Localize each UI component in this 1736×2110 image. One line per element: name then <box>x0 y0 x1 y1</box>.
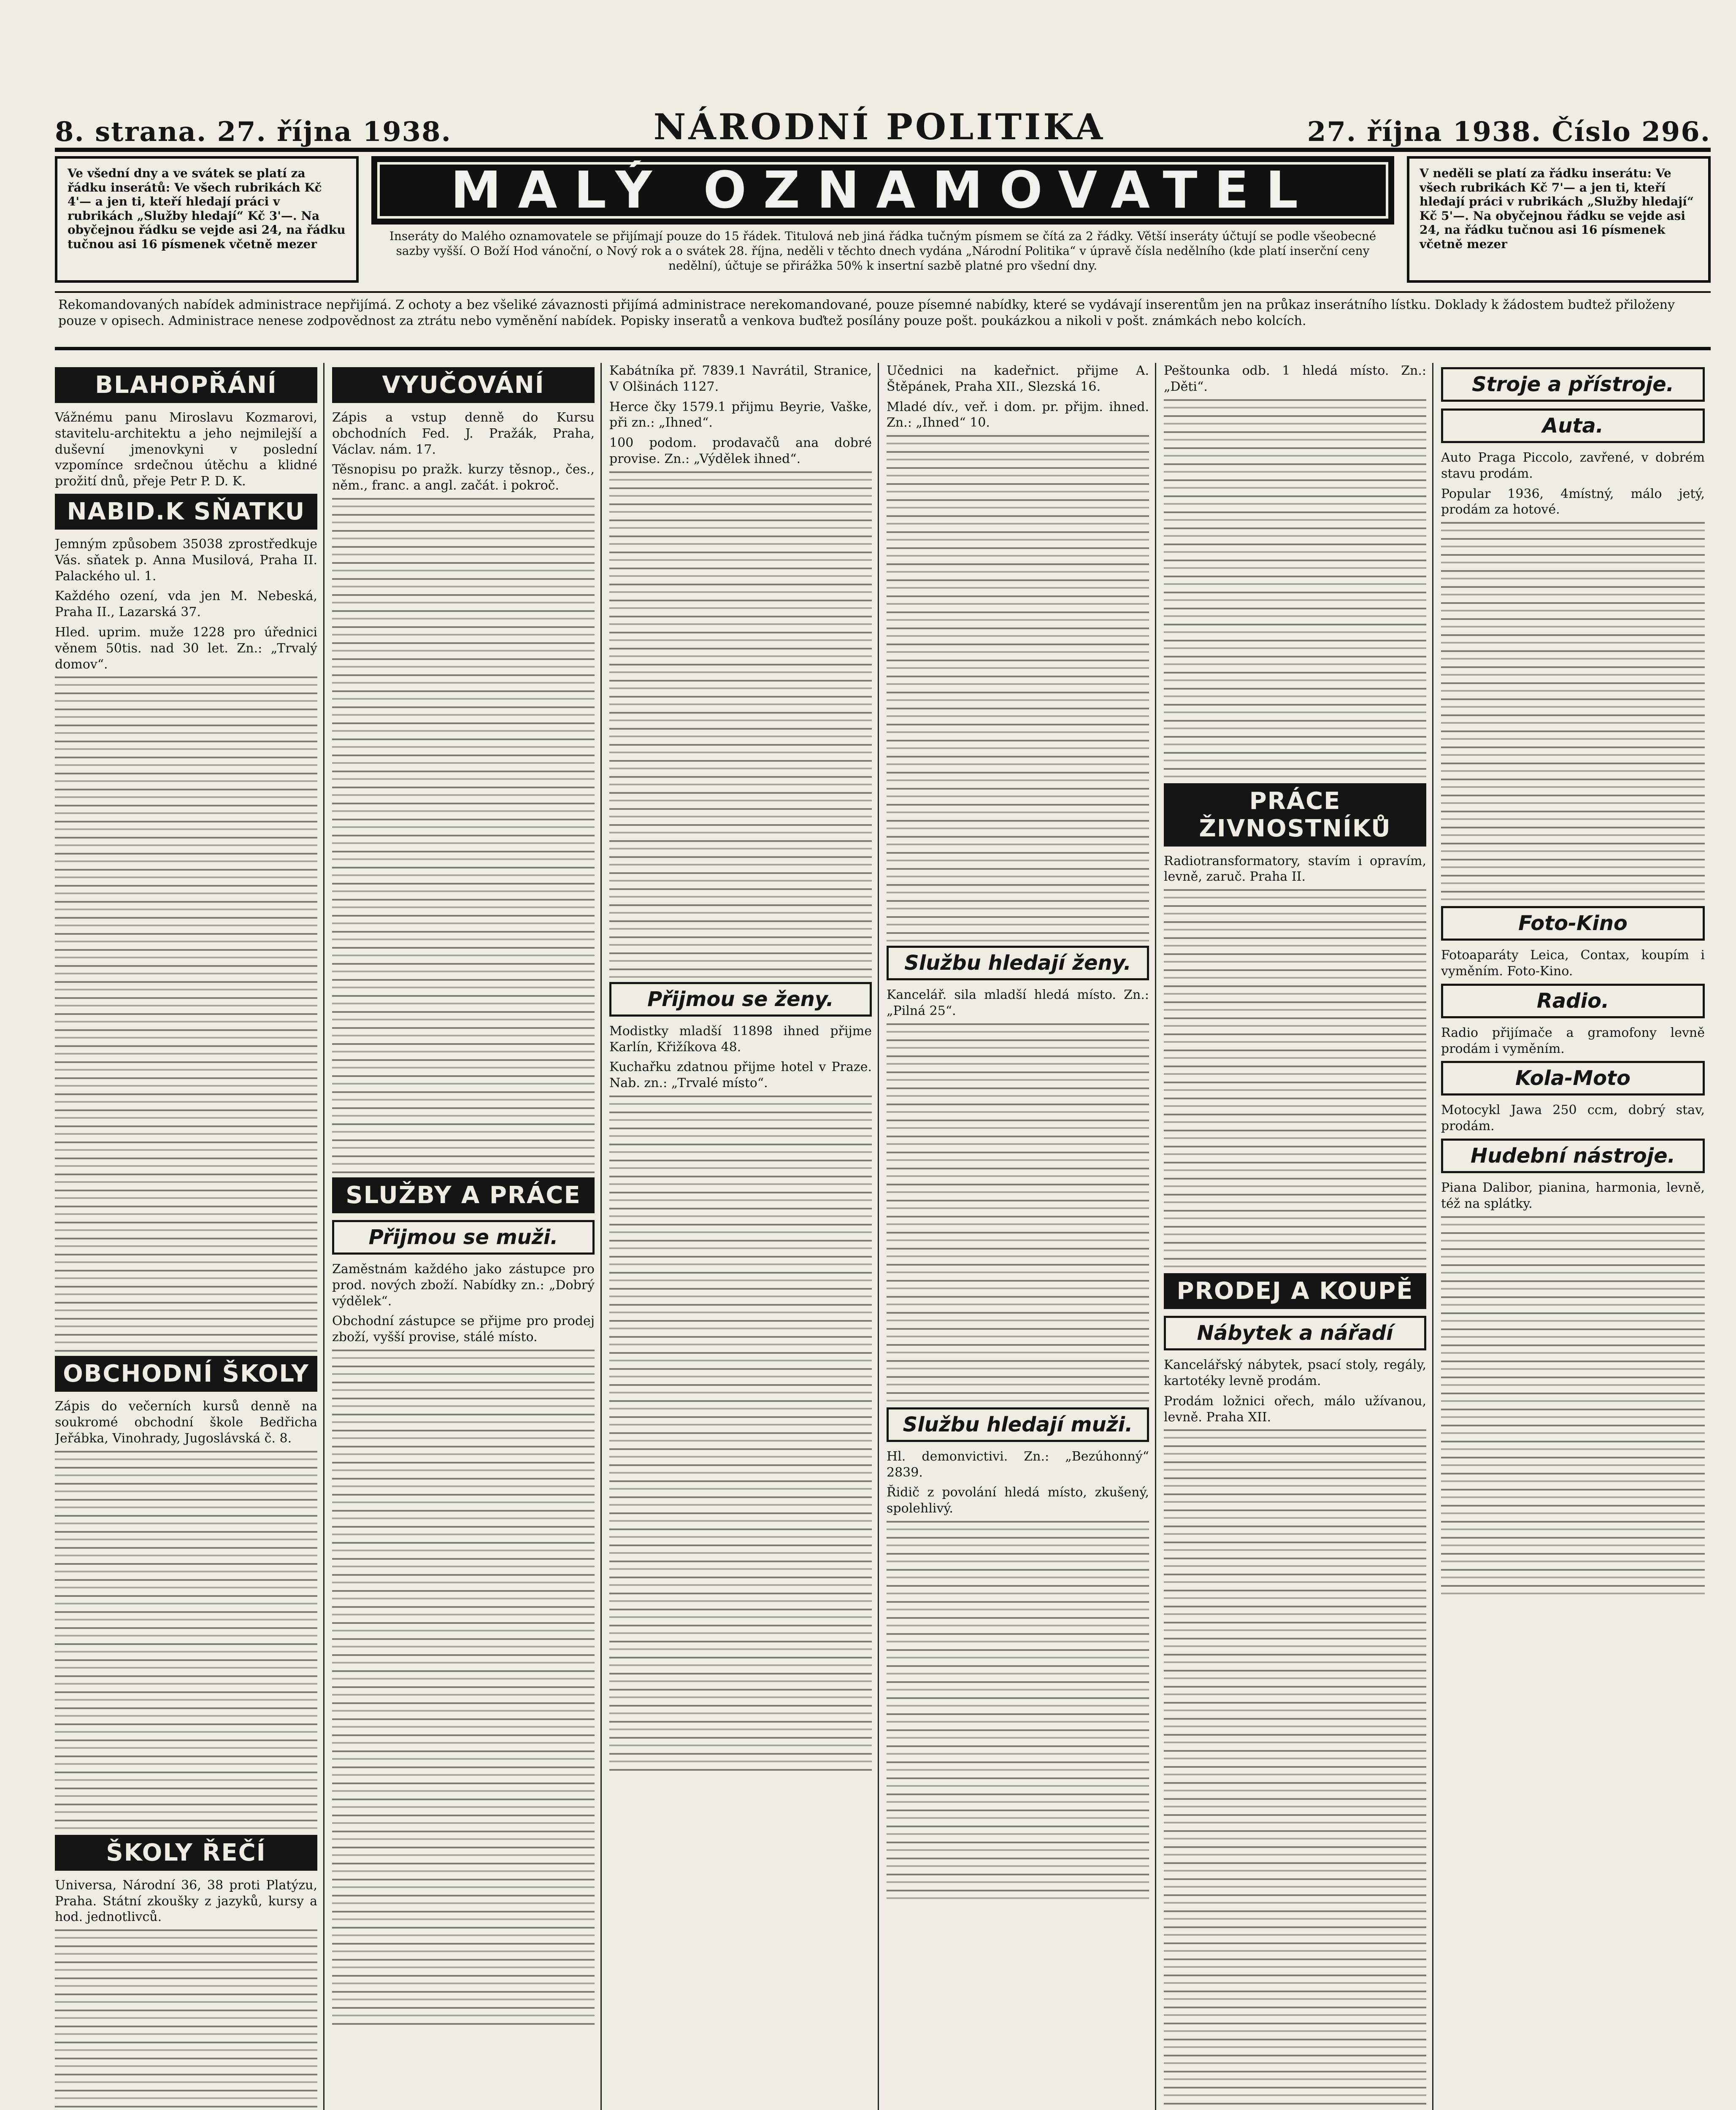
text-block <box>1164 399 1426 779</box>
ad-item: Motocykl Jawa 250 ccm, dobrý stav, prodám. <box>1441 1103 1705 1134</box>
ad-item: Piana Dalibor, pianina, harmonia, levně, též na splátky. <box>1441 1180 1705 1211</box>
section-stroje-pristroje: Stroje a přístroje. <box>1441 367 1705 402</box>
section-sluzbu-hledaji-muzi: Službu hledají muži. <box>887 1407 1149 1442</box>
ad-item: Každého ození, vda jen M. Nebeská, Praha II., Lazarská 37. <box>55 589 317 620</box>
masthead-title: NÁRODNÍ POLITIKA <box>653 106 1106 148</box>
ad-item: Jemným způsobem 35038 zprostředkuje Vás. sňatek p. Anna Musilová, Praha II. Palackého ul. 1. <box>55 536 317 584</box>
column-6 <box>1441 363 1711 2110</box>
masthead <box>55 97 1711 152</box>
ad-item: Kancelářský nábytek, psací stoly, regály, kartotéky levně prodám. <box>1164 1358 1426 1388</box>
text-block <box>609 471 872 978</box>
text-block <box>609 1096 872 1771</box>
section-nabidky-snatku: NABID.K SŇATKU <box>55 494 317 530</box>
text-block <box>55 1929 317 2110</box>
column-5 <box>1164 363 1433 2110</box>
column-1 <box>55 363 324 2110</box>
ad-item: Radio přijímače a gramofony levně prodám i vyměním. <box>1441 1025 1705 1056</box>
column-3 <box>609 363 879 2110</box>
section-obchodni-skoly: OBCHODNÍ ŠKOLY <box>55 1356 317 1392</box>
banner-lead-text: Inseráty do Malého oznamovatele se přijímají pouze do 15 řádek. Titulová neb jiná řádka tučným písmem se čítá za 2 řádky. Větší inseráty účtují se podle všeobecné sazby vyšší. O Boží Hod vánoční, o Nový rok a o svátek 28. října, neděli v těchto dnech vydána „Národní Politika“ v úpravě čísla nedělního (kde platí inserční ceny nedělní), účtuje se přirážka 50% k insertní sazbě platné pro všední dny. <box>389 229 1376 273</box>
ad-item: Peštounka odb. 1 hledá místo. Zn.: „Děti“. <box>1164 363 1426 394</box>
ad-item: Kabátníka př. 7839.1 Navrátil, Stranice, V Olšinách 1127. <box>609 363 872 394</box>
text-block <box>887 435 1149 941</box>
ad-item: Popular 1936, 4místný, málo jetý, prodám za hotové. <box>1441 486 1705 517</box>
section-auto: Auta. <box>1441 408 1705 443</box>
section-kola-moto: Kola-Moto <box>1441 1061 1705 1096</box>
text-block <box>1164 889 1426 1269</box>
section-skoly-reci: ŠKOLY ŘEČÍ <box>55 1835 317 1871</box>
text-block <box>1164 1429 1426 2105</box>
text-block <box>1441 522 1705 902</box>
ad-item: Zaměstnám každého jako zástupce pro prod. nových zboží. Nabídky zn.: „Dobrý výdělek“. <box>332 1261 595 1309</box>
masthead-left: 8. strana. 27. října 1938. <box>55 116 452 148</box>
ad-item: Prodám ložnici ořech, málo užívanou, levně. Praha XII. <box>1164 1393 1426 1425</box>
ad-item: Modistky mladší 11898 ihned přijme Karlín, Křižíkova 48. <box>609 1023 872 1055</box>
ad-item: Kancelář. sila mladší hledá místo. Zn.: „Pilná 25“. <box>887 987 1149 1018</box>
section-sluzbu-hledaji-zeny: Službu hledají ženy. <box>887 946 1149 980</box>
section-vyucovani: VYUČOVÁNÍ <box>332 367 595 403</box>
section-sluzby-prace: SLUŽBY A PRÁCE <box>332 1177 595 1213</box>
administration-notice: Rekomandovaných nabídek administrace nepřijímá. Z ochoty a bez všeliké závaznosti přijímá administrace nerekomandované, pouze písemné nabídky, které se vydávají inserentům jen na průkaz inserátního lístku. Doklady k žádostem budtež přiloženy pouze v opisech. Administrace nenese zodpovědnost za ztrátu nebo vyměnění nabídek. Popisky inseratů a venkova buďtež posílány pouze pošt. poukázkou a nikoli v pošt. známkách nebo kolcích. <box>55 291 1711 350</box>
classifieds-title: MALÝ OZNAMOVATEL <box>371 156 1394 225</box>
ad-item: Hled. uprim. muže 1228 pro úřednici věnem 50tis. nad 30 let. Zn.: „Trvalý domov“. <box>55 625 317 672</box>
ad-item: Kuchařku zdatnou přijme hotel v Praze. Nab. zn.: „Trvalé místo“. <box>609 1060 872 1091</box>
text-block <box>332 498 595 1173</box>
text-block <box>887 1023 1149 1403</box>
ad-item: Zápis do večerních kursů denně na soukromé obchodní škole Bedřicha Jeřábka, Vinohrady, Jugoslávská č. 8. <box>55 1399 317 1446</box>
section-blahoprani: BLAHOPŘÁNÍ <box>55 367 317 403</box>
section-prijmou-se-zeny: Přijmou se ženy. <box>609 982 872 1017</box>
weekday-price-box: Ve všední dny a ve svátek se platí za řádku inserátů: Ve všech rubrikách Kč 4'— a jen ti, kteří hledají práci v rubrikách „Služby hledají“ Kč 3'—. Na obyčejnou řádku se vejde asi 24, na řádku tučnou asi 16 písmenek včetně mezer <box>55 156 359 283</box>
ad-item: Učednici na kadeřnict. přijme A. Štěpánek, Praha XII., Slezská 16. <box>887 363 1149 394</box>
classifieds-banner <box>55 156 1711 283</box>
ad-columns <box>55 363 1711 2110</box>
column-2 <box>332 363 602 2110</box>
ad-item: Hl. demonvictivi. Zn.: „Bezúhonný“ 2839. <box>887 1449 1149 1480</box>
ad-item: Auto Praga Piccolo, zavřené, v dobrém stavu prodám. <box>1441 450 1705 481</box>
banner-center <box>371 156 1394 283</box>
section-prodej-koupe: PRODEJ A KOUPĚ <box>1164 1273 1426 1309</box>
text-block <box>55 676 317 1352</box>
ad-item: Radiotransformatory, stavím i opravím, levně, zaruč. Praha II. <box>1164 853 1426 885</box>
ad-item: Vážnému panu Miroslavu Kozmarovi, stavitelu-architektu a jeho nejmilejší a duševní jmenovkyni v poslední vzpomínce srdečnou útěchu a klidné prožití dnů, přeje Petr P. D. K. <box>55 410 317 489</box>
text-block <box>887 1521 1149 1901</box>
ad-item: Mladé dív., veř. i dom. pr. přijm. ihned. Zn.: „Ihned“ 10. <box>887 399 1149 430</box>
ad-item: Fotoaparáty Leica, Contax, koupím i vyměním. Foto-Kino. <box>1441 948 1705 979</box>
column-4 <box>887 363 1156 2110</box>
section-prace-zivnostniku: PRÁCE ŽIVNOSTNÍKŮ <box>1164 783 1426 847</box>
ad-item: Herce čky 1579.1 přijmu Beyrie, Vaške, při zn.: „Ihned“. <box>609 399 872 430</box>
section-radio: Radio. <box>1441 984 1705 1018</box>
section-hudebni-nastroje: Hudební nástroje. <box>1441 1139 1705 1173</box>
ad-item: Těsnopisu po pražk. kurzy těsnop., čes., něm., franc. a angl. začát. i pokroč. <box>332 462 595 493</box>
ad-item: Obchodní zástupce se přijme pro prodej zboží, vyšší provise, stálé místo. <box>332 1314 595 1345</box>
text-block <box>1441 1216 1705 1596</box>
ad-item: Universa, Národní 36, 38 proti Platýzu, Praha. Státní zkoušky z jazyků, kursy a hod. jednotlivců. <box>55 1877 317 1925</box>
sunday-price-box: V neděli se platí za řádku inserátu: Ve všech rubrikách Kč 7'— a jen ti, kteří hledají práci v rubrikách „Služby hledají“ Kč 5'—. Na obyčejnou řádku se vejde asi 24, na řádku tučnou asi 16 písmenek včetně mezer <box>1407 156 1711 283</box>
section-prijmou-se-muzi: Přijmou se muži. <box>332 1220 595 1255</box>
section-foto-kino: Foto-Kino <box>1441 906 1705 941</box>
ad-item: Zápis a vstup denně do Kursu obchodních Fed. J. Pražák, Praha, Václav. nám. 17. <box>332 410 595 457</box>
section-nabytek-naradi: Nábytek a nářadí <box>1164 1316 1426 1350</box>
ad-item: Řidič z povolání hledá místo, zkušený, spolehlivý. <box>887 1485 1149 1516</box>
ad-item: 100 podom. prodavačů ana dobré provise. Zn.: „Výdělek ihned“. <box>609 436 872 466</box>
text-block <box>332 1350 595 2025</box>
text-block <box>55 1451 317 1831</box>
masthead-right: 27. října 1938. Číslo 296. <box>1307 116 1711 148</box>
